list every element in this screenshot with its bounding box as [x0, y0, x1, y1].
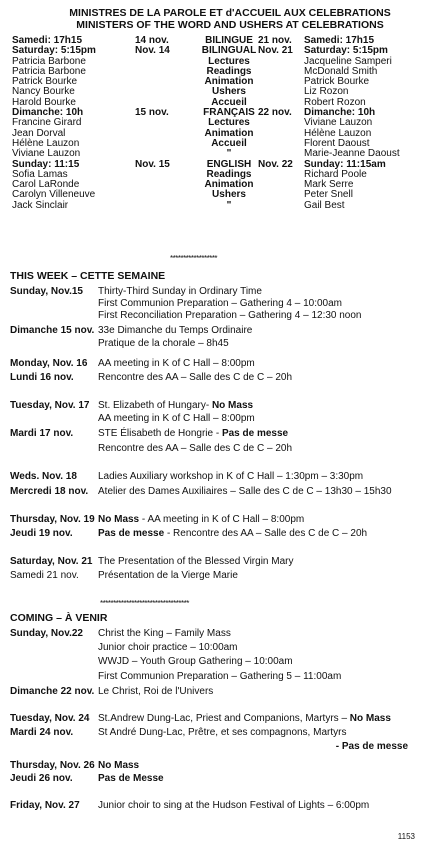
schedule-cell-c3: Animation [204, 127, 254, 139]
event-date: Weds. Nov. 18 [10, 471, 77, 482]
event-row [10, 514, 422, 526]
schedule-row [8, 159, 423, 169]
event-text: AA meeting in K of C Hall – 8:00pm [98, 413, 255, 424]
schedule-cell-c1: Dimanche: 10h [12, 107, 84, 119]
event-date: Thursday, Nov. 26 [10, 760, 95, 771]
event-row [10, 671, 422, 683]
schedule-cell-c3: Lectures [208, 117, 250, 129]
schedule-cell-c2: Nov. 15 [135, 158, 170, 170]
event-date: Monday, Nov. 16 [10, 358, 88, 369]
event-text: WWJD – Youth Group Gathering – 10:00am [98, 656, 293, 667]
event-row [10, 400, 422, 412]
schedule-cell-c1: Hélène Lauzon [12, 137, 80, 149]
schedule-cell-c1: Patricia Barbone [12, 65, 86, 77]
schedule-cell-c1: Jean Dorval [12, 127, 66, 139]
schedule-row [8, 117, 423, 127]
event-row [10, 338, 422, 350]
schedule-cell-c4: Nov. 22 [258, 158, 293, 170]
schedule-cell-c3: " [226, 148, 232, 160]
event-text: Atelier des Dames Auxiliaires – Salle des C de C – 13h30 – 15h30 [98, 486, 392, 497]
schedule-cell-c5: Jacqueline Samperi [304, 55, 392, 67]
event-date: Sunday, Nov.15 [10, 286, 83, 297]
event-date: Mardi 24 nov. [10, 727, 74, 738]
event-date: Dimanche 22 nov. [10, 686, 95, 697]
schedule-cell-c5: Gail Best [304, 199, 345, 211]
schedule-cell-c2: 15 nov. [135, 107, 169, 119]
event-date: Sunday, Nov.22 [10, 628, 83, 639]
event-text: 33e Dimanche du Temps Ordinaire [98, 325, 253, 336]
event-text: St André Dung-Lac, Prêtre, et ses compagnons, Martyrs [98, 727, 347, 738]
event-text: Christ the King – Family Mass [98, 628, 231, 639]
event-date: Lundi 16 nov. [10, 372, 74, 383]
event-row [10, 727, 422, 739]
schedule-row [8, 76, 423, 86]
event-row [10, 760, 422, 772]
schedule-cell-c2: 14 nov. [135, 35, 169, 46]
schedule-row [8, 97, 423, 107]
schedule-cell-c1: Nancy Bourke [12, 86, 75, 98]
event-row [10, 628, 422, 640]
event-text: St.Andrew Dung-Lac, Priest and Companions, Martyrs – No Mass [98, 713, 391, 724]
schedule-cell-c2: Nov. 14 [135, 45, 170, 57]
schedule-cell-c5: Sunday: 11:15am [304, 158, 386, 170]
schedule-cell-c3: Readings [206, 65, 252, 77]
event-emphasis: Pas de Messe [98, 773, 164, 784]
schedule-cell-c5: Saturday: 5:15pm [304, 45, 388, 57]
event-row [10, 656, 422, 668]
header-line-french: MINISTRES DE LA PAROLE ET d'ACCUEIL AUX CELEBRATIONS [69, 7, 391, 19]
this-week-title: THIS WEEK – CETTE SEMAINE [10, 270, 166, 282]
event-date: Dimanche 15 nov. [10, 325, 95, 336]
schedule-row [8, 107, 423, 117]
schedule-cell-c3: Ushers [212, 86, 246, 98]
schedule-cell-c1: Samedi: 17h15 [12, 35, 83, 46]
event-row [10, 528, 422, 540]
schedule-cell-c5: Viviane Lauzon [304, 117, 373, 129]
event-date: Samedi 21 nov. [10, 570, 79, 581]
ministers-schedule [8, 35, 423, 210]
event-text: Rencontre des AA – Salle des C de C – 20h [98, 372, 293, 383]
event-date: Thursday, Nov. 19 [10, 514, 95, 525]
schedule-cell-c5: Marie-Jeanne Daoust [304, 148, 400, 160]
event-row [10, 556, 422, 568]
schedule-row [8, 138, 423, 148]
event-text: First Communion Preparation – Gathering 4 – 10:00am [98, 298, 343, 309]
schedule-cell-c1: Carol LaRonde [12, 179, 80, 191]
schedule-cell-c1: Jack Sinclair [12, 199, 69, 211]
schedule-cell-c4: 21 nov. [258, 35, 292, 46]
event-row [10, 310, 422, 322]
event-emphasis: No Mass [211, 400, 254, 411]
page-header [60, 7, 400, 31]
event-date: Jeudi 26 nov. [10, 773, 73, 784]
event-text: Ladies Auxiliary workshop in K of C Hall – 1:30pm – 3:30pm [98, 471, 364, 482]
schedule-cell-c3: Animation [204, 179, 254, 191]
schedule-cell-c3: Readings [206, 168, 252, 180]
schedule-cell-c5: Mark Serre [304, 179, 354, 191]
event-row [10, 443, 422, 455]
event-note: - Pas de messe [335, 741, 408, 752]
schedule-row [8, 86, 423, 96]
event-emphasis: No Mass [98, 760, 140, 771]
schedule-row [8, 128, 423, 138]
event-text: Rencontre des AA – Salle des C de C – 20h [98, 443, 293, 454]
event-date: Tuesday, Nov. 24 [10, 713, 90, 724]
schedule-cell-c5: Patrick Bourke [304, 76, 370, 88]
event-row [10, 773, 422, 785]
event-text: The Presentation of the Blessed Virgin Mary [98, 556, 294, 567]
event-row [10, 298, 422, 310]
event-row [10, 428, 422, 440]
event-text: Présentation de la Vierge Marie [98, 570, 238, 581]
event-text [98, 760, 139, 773]
schedule-cell-c3: Lectures [208, 55, 250, 67]
event-row [10, 413, 422, 425]
schedule-cell-c1: Patrick Bourke [12, 76, 78, 88]
schedule-cell-c5: Samedi: 17h15 [304, 35, 375, 46]
schedule-row [8, 169, 423, 179]
page-number: 1153 [397, 832, 415, 841]
schedule-row [8, 35, 423, 45]
event-date: Mardi 17 nov. [10, 428, 74, 439]
schedule-cell-c5: McDonald Smith [304, 65, 378, 77]
schedule-cell-c3: Accueil [211, 137, 247, 149]
schedule-cell-c5: Robert Rozon [304, 96, 366, 108]
event-emphasis: No Mass [349, 713, 391, 724]
schedule-cell-c5: Peter Snell [304, 189, 353, 201]
schedule-row [8, 45, 423, 55]
schedule-cell-c1: Patricia Barbone [12, 55, 86, 67]
event-row [10, 800, 422, 812]
event-emphasis: Pas de messe [98, 528, 165, 539]
event-date: Jeudi 19 nov. [10, 528, 73, 539]
schedule-row [8, 148, 423, 158]
schedule-cell-c3: Ushers [212, 189, 246, 201]
event-row [10, 325, 422, 337]
event-row [10, 471, 422, 483]
schedule-cell-c5: Richard Poole [304, 168, 367, 180]
event-text: STE Élisabeth de Hongrie - Pas de messe [98, 428, 289, 439]
event-date: Friday, Nov. 27 [10, 800, 80, 811]
header-line-english: MINISTERS OF THE WORD AND USHERS AT CELEBRATIONS [76, 19, 384, 32]
coming-title: COMING – À VENIR [10, 612, 108, 624]
event-row [10, 713, 422, 725]
schedule-cell-c1: Viviane Lauzon [12, 148, 81, 160]
schedule-cell-c1: Carolyn Villeneuve [12, 189, 96, 201]
event-text: First Communion Preparation – Gathering 5 – 11:00am [98, 671, 342, 682]
schedule-cell-c1: Sunday: 11:15 [12, 158, 80, 170]
event-text: Junior choir to sing at the Hudson Festival of Lights – 6:00pm [98, 800, 370, 811]
event-date: Tuesday, Nov. 17 [10, 400, 90, 411]
schedule-cell-c3: FRANÇAIS [203, 107, 255, 119]
event-text: First Reconciliation Preparation – Gathering 4 – 12:30 noon [98, 310, 362, 321]
event-row [10, 286, 422, 298]
event-text: AA meeting in K of C Hall – 8:00pm [98, 358, 255, 369]
event-text: Thirty-Third Sunday in Ordinary Time [98, 286, 262, 297]
event-text: Pas de messe - Rencontre des AA – Salle des C de C – 20h [98, 528, 368, 539]
event-row [10, 372, 422, 384]
event-date: Mercredi 18 nov. [10, 486, 89, 497]
event-emphasis: Pas de messe [221, 428, 289, 439]
event-text: No Mass - AA meeting in K of C Hall – 8:00pm [98, 514, 305, 525]
schedule-cell-c3: " [226, 199, 232, 211]
schedule-row [8, 189, 423, 199]
schedule-cell-c5: Dimanche: 10h [304, 107, 376, 119]
divider-stars: ****************** [170, 254, 218, 263]
schedule-cell-c1: Sofia Lamas [12, 168, 68, 180]
schedule-cell-c1: Harold Bourke [12, 96, 76, 108]
event-date: Saturday, Nov. 21 [10, 556, 93, 567]
schedule-row [8, 56, 423, 66]
schedule-cell-c3: ENGLISH [206, 158, 252, 170]
schedule-cell-c1: Francine Girard [12, 117, 82, 129]
event-emphasis: No Mass [98, 514, 140, 525]
schedule-cell-c5: Hélène Lauzon [304, 127, 372, 139]
schedule-cell-c5: Florent Daoust [304, 137, 370, 149]
schedule-cell-c4: 22 nov. [258, 107, 292, 119]
schedule-row [8, 66, 423, 76]
event-row [10, 570, 422, 582]
event-row [10, 486, 422, 498]
event-text: Pratique de la chorale – 8h45 [98, 338, 229, 349]
schedule-row [8, 200, 423, 210]
schedule-cell-c3: BILINGUE [205, 35, 253, 46]
schedule-cell-c3: Animation [204, 76, 254, 88]
event-row [10, 686, 422, 698]
schedule-cell-c5: Liz Rozon [304, 86, 349, 98]
event-text: Le Christ, Roi de l'Univers [98, 686, 214, 697]
event-text [98, 773, 164, 786]
event-row [10, 642, 422, 654]
divider-stars: ********************************** [100, 599, 189, 608]
event-text: Junior choir practice – 10:00am [98, 642, 238, 653]
event-row [10, 741, 422, 753]
event-row [10, 358, 422, 370]
event-text: St. Elizabeth of Hungary- No Mass [98, 400, 254, 411]
schedule-cell-c3: Accueil [211, 96, 247, 108]
schedule-cell-c3: BILINGUAL [201, 45, 257, 57]
schedule-cell-c4: Nov. 21 [258, 45, 293, 57]
schedule-cell-c1: Saturday: 5:15pm [12, 45, 96, 57]
schedule-row [8, 179, 423, 189]
